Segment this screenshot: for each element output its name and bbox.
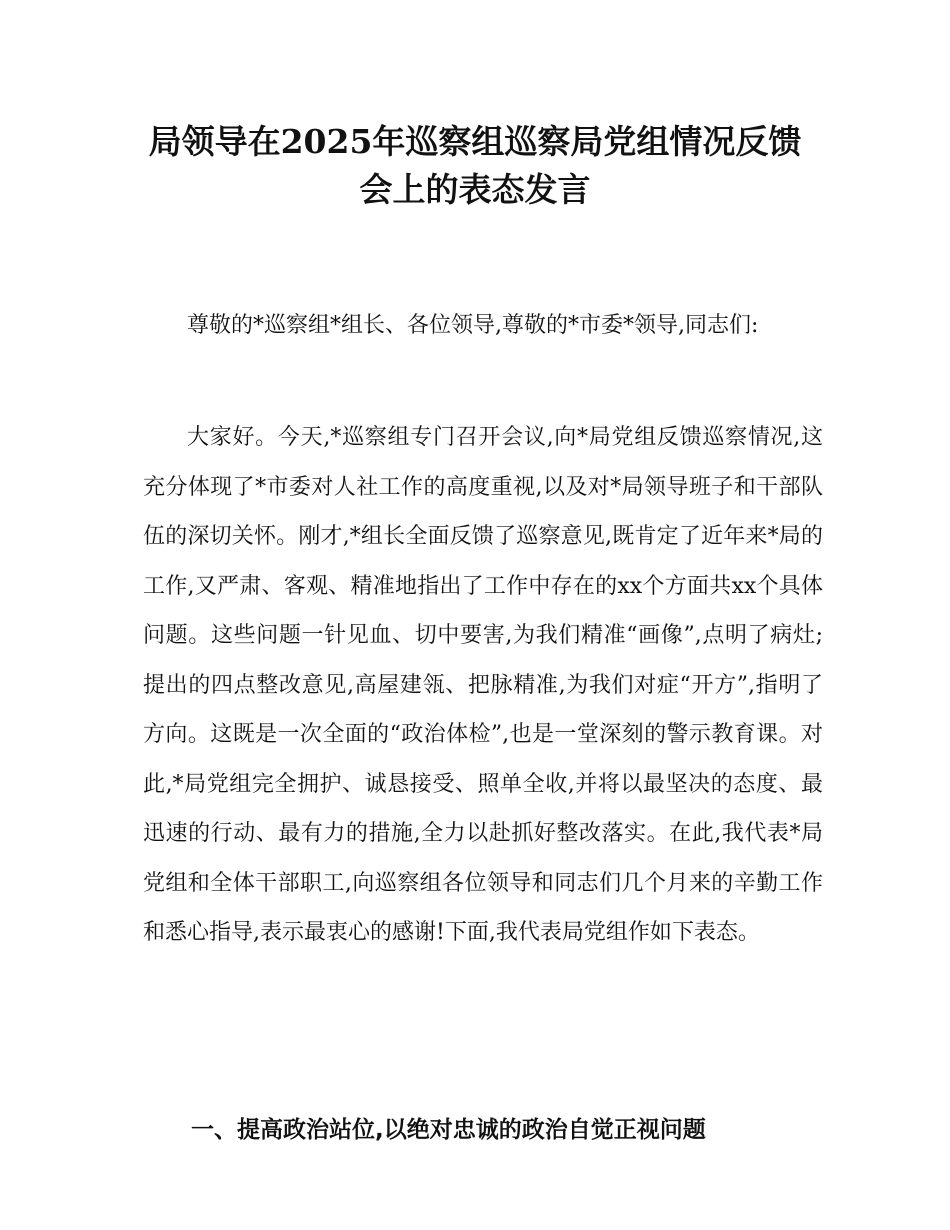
document-title-line-1: 局领导在2025年巡察组巡察局党组情况反馈 bbox=[148, 122, 802, 161]
body-paragraph: 大家好。今天,*巡察组专门召开会议,向*局党组反馈巡察情况,这充分体现了*市委对人社工作的高度重视,以及对*局领导班子和干部队伍的深切关怀。刚才,*组长全面反馈了巡察意见,既肯定了近年来*局的工作,又严肃、客观、精准地指出了工作中存在的xx个方面共xx个具体问题。这些问题一针见血、切中要害,为我们精准“画像”,点明了病灶;提出的四点整改意见,高屋建瓴、把脉精准,为我们对症“开方”,指明了方向。这既是一次全面的“政治体检”,也是一堂深刻的警示教育课。对此,*局党组完全拥护、诚恳接受、照单全收,并将以最坚决的态度、最迅速的行动、最有力的措施,全力以赴抓好整改落实。在此,我代表*局党组和全体干部职工,向巡察组各位领导和同志们几个月来的辛勤工作和悉心指导,表示最衷心的感谢!下面,我代表局党组作如下表态。 bbox=[143, 425, 823, 945]
document-title-line-2: 会上的表态发言 bbox=[359, 170, 591, 209]
salutation-paragraph: 尊敬的*巡察组*组长、各位领导,尊敬的*市委*领导,同志们: bbox=[187, 313, 759, 338]
section-heading: 一、提高政治站位,以绝对忠诚的政治自觉正视问题 bbox=[191, 1117, 706, 1143]
